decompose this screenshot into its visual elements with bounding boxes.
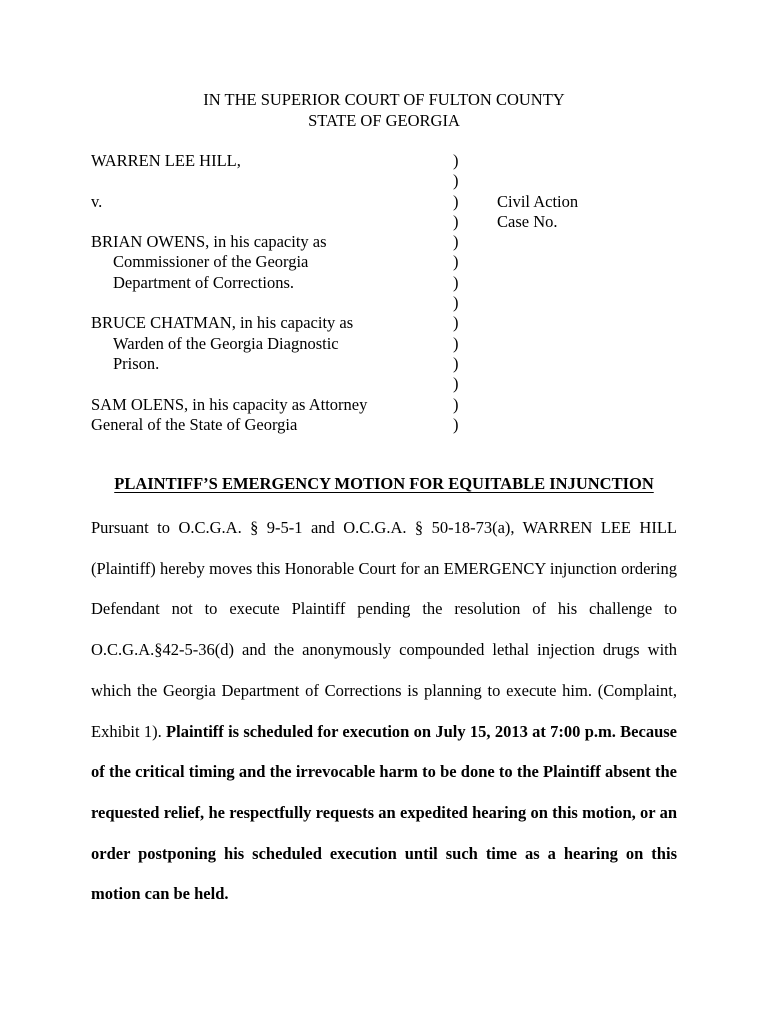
caption-paren: ) bbox=[453, 333, 459, 353]
parties-block bbox=[91, 151, 431, 435]
caption-parentheses bbox=[453, 151, 465, 435]
caption-blank bbox=[91, 293, 431, 313]
court-header bbox=[0, 89, 768, 131]
caption-blank bbox=[91, 374, 431, 394]
motion-title: PLAINTIFF’S EMERGENCY MOTION FOR EQUITABLE INJUNCTION bbox=[114, 474, 654, 493]
case-caption bbox=[0, 151, 768, 436]
defendant-olens: SAM OLENS, in his capacity as Attorney bbox=[91, 394, 368, 414]
caption-paren: ) bbox=[453, 171, 459, 191]
defendant-owens-title: Commissioner of the Georgia bbox=[113, 252, 309, 272]
defendant-owens: BRIAN OWENS, in his capacity as bbox=[91, 232, 327, 252]
defendant-chatman-title: Prison. bbox=[113, 353, 160, 373]
caption-paren: ) bbox=[453, 252, 459, 272]
plaintiff-name: WARREN LEE HILL, bbox=[91, 151, 241, 170]
defendant-owens-title: Department of Corrections. bbox=[113, 272, 294, 292]
caption-paren: ) bbox=[453, 211, 459, 231]
defendant-chatman: BRUCE CHATMAN, in his capacity as bbox=[91, 313, 354, 333]
caption-paren: ) bbox=[453, 414, 459, 434]
caption-paren: ) bbox=[453, 232, 459, 252]
versus-label: v. bbox=[91, 191, 103, 211]
motion-body-emphasis: Plaintiff is scheduled for execution on July 15, 2013 at 7:00 p.m. Because of the critical timing and the irrevocable harm to be done to the Plaintiff absent the requested relief, he respectfully requests an expedited hearing on this motion, or an order postponing his scheduled execution until such time as a hearing on this motion can be held. bbox=[91, 721, 677, 904]
motion-body bbox=[91, 508, 677, 915]
motion-body-text: Pursuant to O.C.G.A. § 9-5-1 and O.C.G.A. § 50-18-73(a), WARREN LEE HILL (Plaintiff) hereby moves this Honorable Court for an EMERGENCY injunction ordering Defendant not to execute Plaintiff pending the resolution of his challenge to O.C.G.A.§42-5-36(d) and the anonymously compounded lethal injection drugs with which the Georgia Department of Corrections is planning to execute him. (Complaint, Exhibit 1). bbox=[91, 518, 677, 741]
caption-paren: ) bbox=[453, 272, 459, 292]
defendant-chatman-title: Warden of the Georgia Diagnostic bbox=[113, 333, 339, 353]
caption-paren: ) bbox=[453, 394, 459, 414]
civil-action-block bbox=[497, 192, 578, 233]
caption-blank bbox=[91, 212, 431, 232]
caption-paren: ) bbox=[453, 313, 459, 333]
court-state: STATE OF GEORGIA bbox=[308, 111, 460, 130]
defendant-olens-title: General of the State of Georgia bbox=[91, 414, 298, 434]
caption-paren: ) bbox=[453, 191, 459, 211]
caption-blank bbox=[91, 171, 431, 191]
caption-paren: ) bbox=[453, 353, 459, 373]
court-name: IN THE SUPERIOR COURT OF FULTON COUNTY bbox=[203, 90, 565, 109]
caption-paren: ) bbox=[453, 293, 459, 313]
caption-paren: ) bbox=[453, 151, 459, 170]
civil-action-label: Civil Action bbox=[497, 191, 579, 211]
caption-paren: ) bbox=[453, 374, 459, 394]
case-number-label: Case No. bbox=[497, 211, 558, 231]
